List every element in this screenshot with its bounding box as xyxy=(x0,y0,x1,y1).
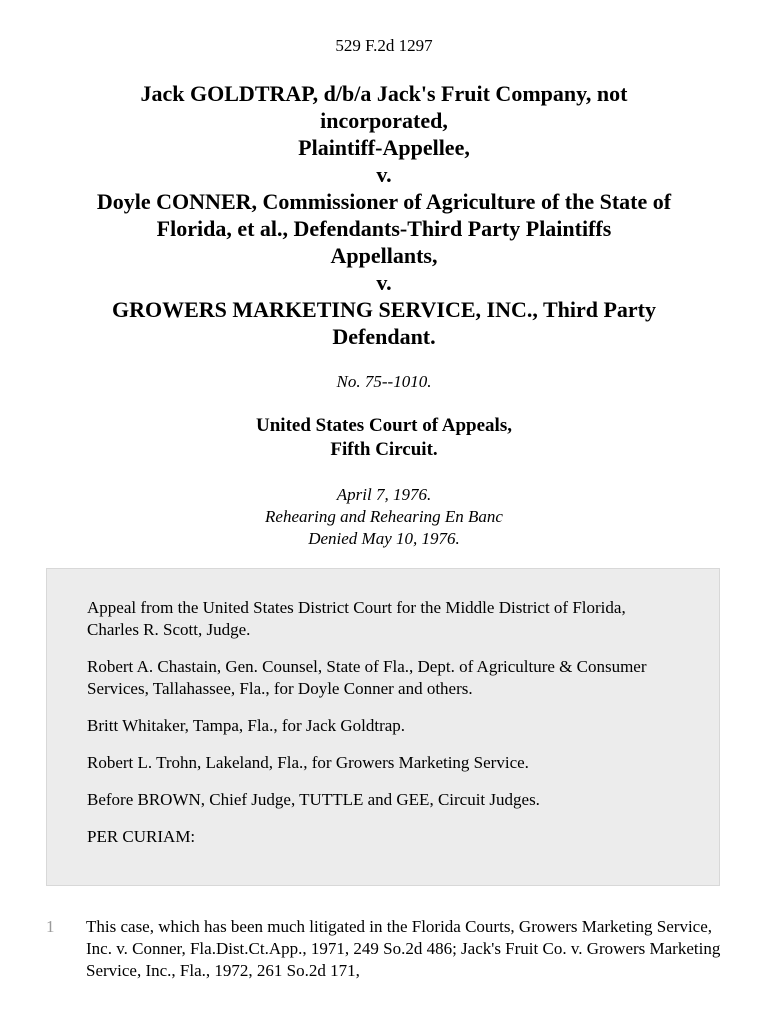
paragraph-number[interactable]: 1 xyxy=(46,917,55,936)
per-curiam: PER CURIAM: xyxy=(87,827,196,846)
title-line: Doyle CONNER, Commissioner of Agriculture of the State of xyxy=(96,189,672,214)
title-line: Florida, et al., Defendants-Third Party Plaintiffs xyxy=(156,216,612,241)
docket-number: No. 75--1010. xyxy=(336,372,432,391)
court-line: Fifth Circuit. xyxy=(330,439,438,460)
title-line: Appellants, xyxy=(330,243,438,268)
counsel-entry: Robert L. Trohn, Lakeland, Fla., for Growers Marketing Service. xyxy=(87,753,529,772)
title-line: Defendant. xyxy=(332,324,436,349)
title-line: Plaintiff-Appellee, xyxy=(298,135,470,160)
title-line: Jack GOLDTRAP, d/b/a Jack's Fruit Company, not xyxy=(140,81,628,106)
title-line: v. xyxy=(376,270,392,295)
case-info-panel xyxy=(46,568,720,886)
court-line: United States Court of Appeals, xyxy=(256,415,512,436)
decision-dates xyxy=(0,484,768,550)
date-line: Rehearing and Rehearing En Banc xyxy=(265,507,503,526)
title-line: incorporated, xyxy=(320,108,448,133)
court-name xyxy=(0,414,768,462)
title-line: GROWERS MARKETING SERVICE, INC., Third Party xyxy=(112,297,656,322)
counsel-entry: Britt Whitaker, Tampa, Fla., for Jack Goldtrap. xyxy=(87,716,406,735)
case-citation: 529 F.2d 1297 xyxy=(335,36,433,55)
case-title xyxy=(40,80,728,350)
counsel-entry: Robert A. Chastain, Gen. Counsel, State of Fla., Dept. of Agriculture & Consumer Services, Tallahassee, Fla., for Doyle Conner and others. xyxy=(87,657,647,698)
paragraph-text: This case, which has been much litigated in the Florida Courts, Growers Marketing Service, Inc. v. Conner, Fla.Dist.Ct.App., 1971, 249 So.2d 486; Jack's Fruit Co. v. Growers Marketing Service, Inc., Fla., 1972, 261 So.2d 171, xyxy=(86,917,721,980)
judges-line: Before BROWN, Chief Judge, TUTTLE and GEE, Circuit Judges. xyxy=(87,790,540,809)
title-line: v. xyxy=(376,162,392,187)
date-line: April 7, 1976. xyxy=(336,485,432,504)
appeal-info: Appeal from the United States District Court for the Middle District of Florida, Charles R. Scott, Judge. xyxy=(87,598,626,639)
date-line: Denied May 10, 1976. xyxy=(308,529,460,548)
